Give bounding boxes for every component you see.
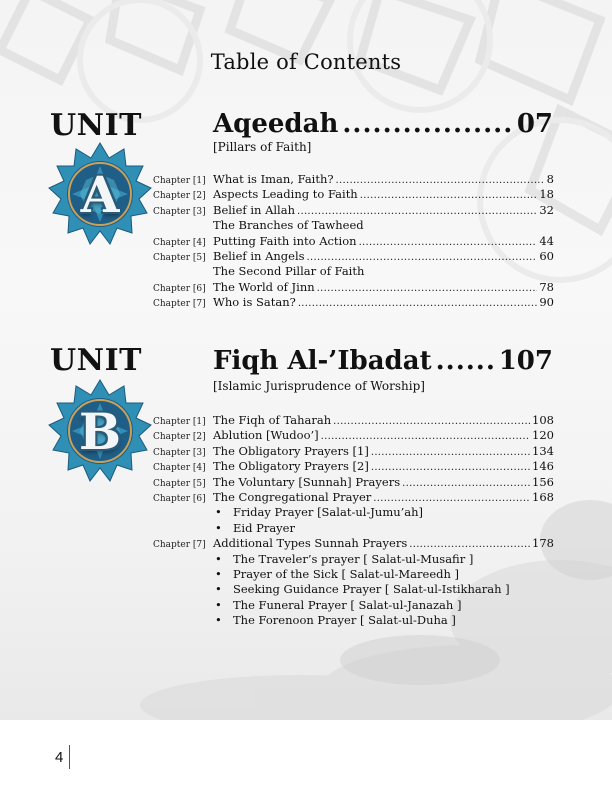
chapter-title: The Congregational Prayer: [213, 489, 372, 504]
toc-bullet-row: [153, 613, 554, 628]
chapter-page: 78: [539, 279, 554, 294]
chapter-title: What is Iman, Faith?: [213, 172, 334, 186]
chapter-title: The World of Jinn: [213, 279, 315, 294]
dot-leader: [371, 462, 530, 473]
unit-b-subtitle: [Islamic Jurisprudence of Worship]: [213, 379, 425, 393]
toc-row[interactable]: [153, 249, 554, 264]
bullet-title: The Traveler’s prayer [ Salat-ul-Musafir ]: [233, 551, 474, 566]
chapter-page: 146: [532, 459, 554, 474]
chapter-title: The Obligatory Prayers [1]: [213, 443, 369, 458]
unit-b-heading: [213, 346, 553, 376]
section-title: The Second Pillar of Faith: [213, 264, 365, 279]
chapter-number: Chapter [6]: [153, 493, 206, 504]
toc-bullet-row: [153, 567, 554, 582]
bullet-icon: •: [215, 505, 222, 520]
chapter-title: Additional Types Sunnah Prayers: [213, 536, 408, 551]
bullet-icon: •: [215, 551, 222, 566]
chapter-page: 178: [532, 536, 554, 551]
unit-a-title: Aqeedah: [213, 109, 339, 139]
chapter-number: Chapter [4]: [153, 463, 206, 474]
bullet-title: Seeking Guidance Prayer [ Salat-ul-Istikharah ]: [233, 582, 510, 597]
chapter-page: 168: [532, 489, 554, 504]
unit-b-letter: B: [78, 401, 122, 461]
chapter-title: The Obligatory Prayers [2]: [213, 459, 369, 474]
toc-row[interactable]: [153, 280, 554, 295]
toc-row[interactable]: [153, 536, 554, 551]
dot-leader: [298, 298, 538, 309]
unit-a-heading: [213, 109, 553, 139]
dot-leader: [360, 190, 538, 201]
toc-row[interactable]: [153, 295, 554, 310]
unit-b-title: Fiqh Al-’Ibadat: [213, 346, 432, 376]
unit-b-label: UNIT: [50, 343, 142, 378]
bullet-icon: •: [215, 566, 222, 581]
chapter-page: 134: [532, 443, 554, 458]
chapter-number: Chapter [1]: [153, 417, 206, 427]
toc-row[interactable]: [153, 203, 554, 218]
bullet-title: The Forenoon Prayer [ Salat-ul-Duha ]: [233, 613, 456, 628]
toc-row[interactable]: [153, 475, 554, 490]
bullet-title: Friday Prayer [Salat-ul-Jumu’ah]: [233, 505, 424, 520]
dot-leader: [359, 237, 538, 248]
chapter-number: Chapter [5]: [153, 478, 206, 489]
toc-row[interactable]: [153, 444, 554, 459]
chapter-number: Chapter [7]: [153, 540, 206, 551]
toc-row[interactable]: [153, 428, 554, 443]
chapter-title: Aspects Leading to Faith: [213, 187, 358, 202]
chapter-page: 32: [539, 202, 554, 217]
footer-divider: [69, 745, 70, 769]
bullet-title: The Funeral Prayer [ Salat-ul-Janazah ]: [233, 597, 462, 612]
chapter-number: Chapter [5]: [153, 252, 206, 263]
dot-leader: [336, 175, 545, 186]
toc-bullet-row: [153, 505, 554, 520]
unit-b-toc: [153, 413, 554, 628]
chapter-title: The Fiqh of Taharah: [213, 413, 332, 427]
toc-bullet-row: [153, 598, 554, 613]
unit-b-badge: [48, 379, 152, 483]
bullet-icon: •: [215, 613, 222, 628]
chapter-number: Chapter [3]: [153, 447, 206, 458]
bullet-icon: •: [215, 582, 222, 597]
toc-row[interactable]: [153, 172, 554, 187]
chapter-page: 8: [546, 172, 554, 186]
dot-leader: [297, 206, 537, 217]
bullet-title: Eid Prayer: [233, 520, 295, 535]
toc-section-row: [153, 264, 554, 279]
toc-row[interactable]: [153, 234, 554, 249]
chapter-title: Belief in Angels: [213, 248, 305, 263]
chapter-title: Who is Satan?: [213, 295, 296, 310]
chapter-page: 156: [532, 474, 554, 489]
chapter-number: Chapter [2]: [153, 191, 206, 202]
unit-a-page: 07: [516, 109, 553, 139]
unit-b-leader: [436, 346, 495, 376]
dot-leader: [333, 416, 530, 427]
chapter-number: Chapter [7]: [153, 299, 206, 310]
chapter-title: Ablution [Wudoo’]: [213, 428, 319, 443]
dot-leader: [321, 431, 530, 442]
unit-a-toc: [153, 172, 554, 311]
toc-bullet-row: [153, 521, 554, 536]
toc-bullet-row: [153, 582, 554, 597]
dot-leader: [373, 493, 530, 504]
toc-section-row: [153, 218, 554, 233]
chapter-number: Chapter [1]: [153, 176, 206, 186]
section-title: The Branches of Tawheed: [213, 218, 364, 233]
unit-a-letter: A: [80, 164, 120, 224]
bullet-icon: •: [215, 597, 222, 612]
page-title: Table of Contents: [210, 50, 402, 74]
chapter-number: Chapter [6]: [153, 283, 206, 294]
chapter-page: 90: [539, 295, 554, 310]
unit-a-badge: [48, 142, 152, 246]
unit-a-leader: [342, 109, 512, 139]
dot-leader: [307, 252, 538, 263]
unit-b-page: 107: [498, 346, 553, 376]
dot-leader: [317, 283, 538, 294]
toc-row[interactable]: [153, 413, 554, 428]
chapter-number: Chapter [4]: [153, 237, 206, 248]
chapter-page: 60: [539, 248, 554, 263]
chapter-title: Belief in Allah: [213, 202, 295, 217]
chapter-page: 120: [532, 428, 554, 443]
page-number: 4: [55, 749, 64, 766]
chapter-page: 44: [539, 233, 554, 248]
toc-bullet-row: [153, 552, 554, 567]
bullet-icon: •: [215, 520, 222, 535]
chapter-page: 18: [539, 187, 554, 202]
chapter-title: Putting Faith into Action: [213, 233, 357, 248]
chapter-number: Chapter [2]: [153, 432, 206, 443]
toc-row[interactable]: [153, 187, 554, 202]
unit-a-label: UNIT: [50, 108, 142, 143]
dot-leader: [371, 447, 530, 458]
bullet-title: Prayer of the Sick [ Salat-ul-Mareedh ]: [233, 566, 460, 581]
dot-leader: [409, 539, 530, 550]
chapter-page: 108: [532, 413, 554, 427]
dot-leader: [402, 478, 530, 489]
toc-row[interactable]: [153, 490, 554, 505]
toc-row[interactable]: [153, 459, 554, 474]
unit-a-subtitle: [Pillars of Faith]: [213, 140, 312, 154]
chapter-title: The Voluntary [Sunnah] Prayers: [213, 474, 401, 489]
chapter-number: Chapter [3]: [153, 206, 206, 217]
